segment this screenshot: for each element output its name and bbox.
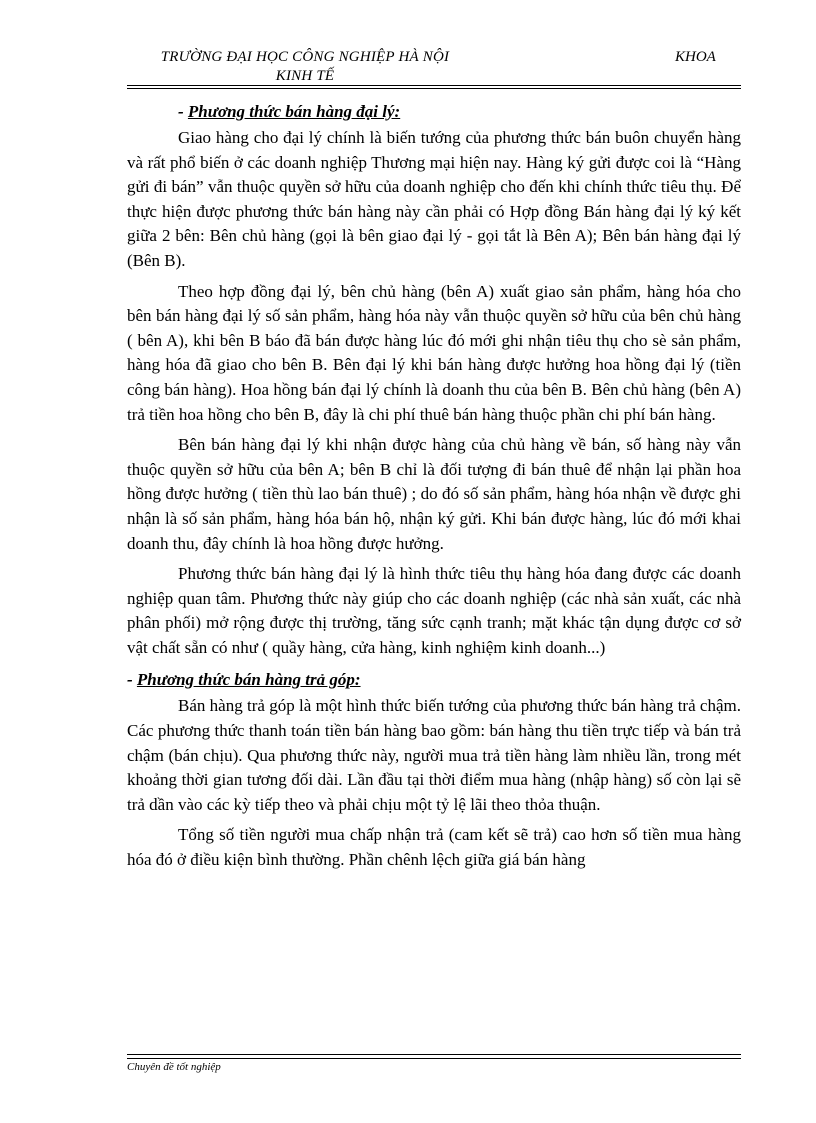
page-footer: Chuyên đề tốt nghiệp [127, 1061, 221, 1073]
university-name [145, 48, 465, 86]
paragraph: Giao hàng cho đại lý chính là biến tướng của phương thức bán buôn chuyển hàng và rất phổ biến ở các doanh nghiệp Thương mại hiện nay. Hàng ký gửi được coi là “Hàng gửi đi bán” vẫn thuộc quyền sở hữu của doanh nghiệp cho đến khi chính thức tiêu thụ. Để thực hiện được phương thức bán hàng này cần phải có Hợp đồng Bán hàng đại lý ký kết giữa 2 bên: Bên chủ hàng (gọi là bên giao đại lý - gọi tắt là Bên A); Bên bán hàng đại lý (Bên B). [127, 128, 741, 270]
paragraph: Bên bán hàng đại lý khi nhận được hàng của chủ hàng về bán, số hàng này vẫn thuộc quyền sở hữu của bên A; bên B chỉ là đối tượng đi bán thuê để nhận lại phần hoa hồng được hưởng ( tiền thù lao bán thuê) ; do đó số sản phẩm, hàng hóa nhận về được ghi nhận là số sản phẩm, hàng hóa bán hộ, nhận ký gửi. Khi bán được hàng, lúc đó mới khai doanh thu, đây chính là hoa hồng được hưởng. [127, 435, 741, 553]
paragraph: Phương thức bán hàng đại lý là hình thức tiêu thụ hàng hóa đang được các doanh nghiệp quan tâm. Phương thức này giúp cho các doanh nghiệp (các nhà sản xuất, các nhà phân phối) mở rộng được thị trường, tăng sức cạnh tranh; mặt khác tận dụng được cơ sở vật chất sẵn có như ( quầy hàng, cửa hàng, kinh nghiệm kinh doanh...) [127, 564, 741, 657]
heading-text: Phương thức bán hàng đại lý: [187, 102, 401, 121]
header-rule-bottom [127, 88, 741, 89]
faculty-label: KHOA [675, 49, 716, 65]
footer-rule-bottom [127, 1058, 741, 1059]
page-header [127, 48, 741, 88]
heading-prefix: - [127, 670, 137, 690]
document-body [127, 98, 741, 879]
heading-text: Phương thức bán hàng trả góp: [136, 670, 361, 690]
section-heading-installment [127, 666, 741, 694]
paragraph: Theo hợp đồng đại lý, bên chủ hàng (bên A) xuất giao sản phẩm, hàng hóa cho bên bán hàng đại lý số sản phẩm, hàng hóa này vẫn thuộc quyền sở hữu của bên chủ hàng ( bên A), khi bên B báo đã bán được hàng lúc đó mới ghi nhận tiêu thụ cho sè sản phẩm, hàng hóa đã giao cho bên B. Bên đại lý khi bán hàng được hưởng hoa hồng đại lý (tiền công bán hàng). Hoa hồng bán đại lý chính là doanh thu của bên B. Bên chủ hàng (bên A) trả tiền hoa hồng cho bên B, đây là chi phí thuê bán hàng thuộc phần chi phí bán hàng. [127, 281, 741, 424]
header-rule-top [127, 85, 741, 86]
paragraph: Tổng số tiền người mua chấp nhận trả (cam kết sẽ trả) cao hơn số tiền mua hàng hóa đó ở điều kiện bình thường. Phần chênh lệch giữa giá bán hàng [127, 825, 741, 870]
header-line-1: TRƯỜNG ĐẠI HỌC CÔNG NGHIỆP HÀ NỘI [160, 49, 450, 65]
header-line-2: KINH TẾ [275, 68, 335, 84]
footer-rule-top [127, 1054, 741, 1055]
paragraph: Bán hàng trả góp là một hình thức biến tướng của phương thức bán hàng trả chậm. Các phương thức thanh toán tiền bán hàng bao gồm: bán hàng thu tiền trực tiếp và bán trả chậm (bán chịu). Qua phương thức này, người mua trả tiền hàng làm nhiều lần, trong mét khoảng thời gian tương đối dài. Lần đầu tại thời điểm mua hàng (nhập hàng) số còn lại sẽ trả dần vào các kỳ tiếp theo và phải chịu một tỷ lệ lãi theo thỏa thuận. [127, 696, 741, 814]
heading-prefix: - [178, 102, 188, 121]
section-heading-agency [127, 98, 741, 126]
